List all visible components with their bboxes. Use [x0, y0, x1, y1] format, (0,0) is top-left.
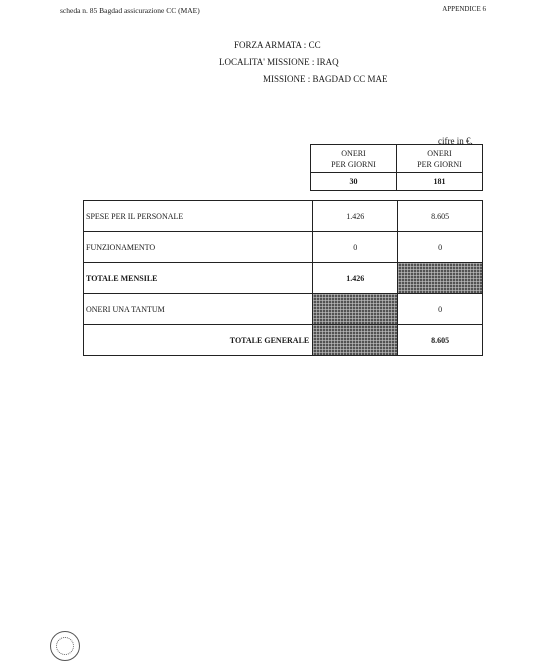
- oneri-una-tantum-label: ONERI UNA TANTUM: [84, 294, 313, 325]
- appendix-label: APPENDICE 6: [442, 5, 486, 13]
- table-row: [84, 325, 483, 356]
- document-reference: scheda n. 85 Bagdad assicurazione CC (MAE): [60, 6, 200, 15]
- table-row: [84, 232, 483, 263]
- localita-missione-line: [219, 57, 339, 67]
- column-header-30-line1: ONERI: [341, 148, 366, 158]
- table-row: [84, 201, 483, 232]
- column-header-181-line1: ONERI: [427, 148, 452, 158]
- spese-personale-label: SPESE PER IL PERSONALE: [84, 201, 313, 232]
- shaded-cell: [313, 294, 398, 325]
- missione-value: BAGDAD CC MAE: [312, 74, 388, 84]
- spese-personale-181-value: 8.605: [398, 201, 483, 232]
- currency-note: cifre in €.: [438, 136, 473, 146]
- column-header-181-line2: PER GIORNI: [417, 159, 462, 169]
- funzionamento-label: FUNZIONAMENTO: [84, 232, 313, 263]
- totale-mensile-label: TOTALE MENSILE: [84, 263, 313, 294]
- missione-line: [263, 74, 388, 84]
- forza-armata-line: [234, 40, 321, 50]
- totale-mensile-30-value: 1.426: [313, 263, 398, 294]
- official-seal-icon: [50, 631, 80, 661]
- column-header-30: [311, 145, 397, 173]
- column-header-30-line2: PER GIORNI: [331, 159, 376, 169]
- shaded-cell: [313, 325, 398, 356]
- column-header-181: [397, 145, 483, 173]
- totale-generale-label: TOTALE GENERALE: [84, 325, 313, 356]
- table-row: [84, 263, 483, 294]
- totale-generale-181-value: 8.605: [398, 325, 483, 356]
- spese-personale-30-value: 1.426: [313, 201, 398, 232]
- days-30-cell: 30: [311, 173, 397, 191]
- shaded-cell: [398, 263, 483, 294]
- oneri-una-tantum-181-value: 0: [398, 294, 483, 325]
- forza-armata-label: FORZA ARMATA :: [234, 40, 307, 50]
- missione-label: MISSIONE :: [263, 74, 311, 84]
- table-row: [84, 294, 483, 325]
- forza-armata-value: CC: [308, 40, 321, 50]
- days-181-cell: 181: [397, 173, 483, 191]
- funzionamento-181-value: 0: [398, 232, 483, 263]
- localita-missione-label: LOCALITA' MISSIONE :: [219, 57, 315, 67]
- costs-table: [83, 200, 483, 356]
- days-header-table: [310, 144, 483, 191]
- funzionamento-30-value: 0: [313, 232, 398, 263]
- localita-missione-value: IRAQ: [316, 57, 339, 67]
